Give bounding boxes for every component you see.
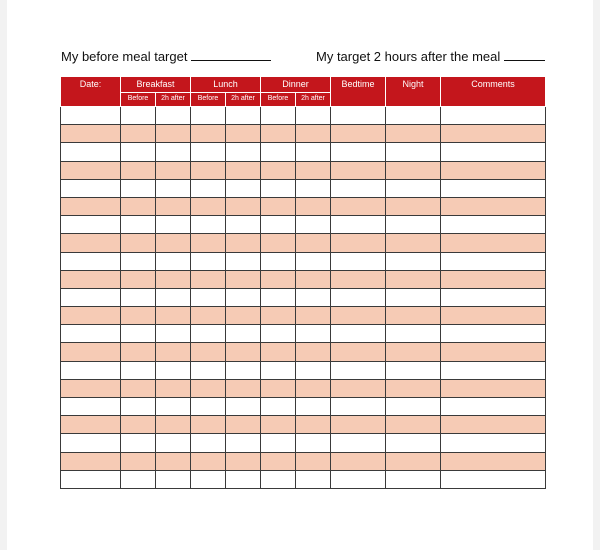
cell-breakfast-before[interactable] [121,216,156,234]
cell-lunch-after[interactable] [226,379,261,397]
cell-dinner-before[interactable] [261,252,296,270]
subheader-breakfast-after: 2h after [156,93,191,107]
cell-breakfast-before[interactable] [121,307,156,325]
cell-dinner-after[interactable] [296,398,331,416]
column-header-date: Date: [61,77,121,107]
cell-lunch-before[interactable] [191,216,226,234]
cell-bedtime[interactable] [331,434,386,452]
cell-night[interactable] [386,252,441,270]
cell-night[interactable] [386,107,441,125]
cell-bedtime[interactable] [331,470,386,488]
cell-breakfast-before[interactable] [121,416,156,434]
cell-dinner-after[interactable] [296,234,331,252]
cell-breakfast-after[interactable] [156,325,191,343]
cell-breakfast-before[interactable] [121,234,156,252]
table-row [61,343,546,361]
cell-breakfast-after[interactable] [156,452,191,470]
cell-night[interactable] [386,143,441,161]
table-row [61,288,546,306]
subheader-dinner-after: 2h after [296,93,331,107]
cell-dinner-after[interactable] [296,379,331,397]
cell-lunch-before[interactable] [191,379,226,397]
cell-dinner-before[interactable] [261,361,296,379]
cell-date[interactable] [61,216,121,234]
table-row [61,434,546,452]
cell-dinner-before[interactable] [261,125,296,143]
cell-breakfast-before[interactable] [121,434,156,452]
cell-dinner-after[interactable] [296,161,331,179]
cell-breakfast-before[interactable] [121,325,156,343]
cell-lunch-before[interactable] [191,416,226,434]
cell-comments[interactable] [441,307,546,325]
cell-dinner-before[interactable] [261,270,296,288]
cell-date[interactable] [61,179,121,197]
cell-night[interactable] [386,452,441,470]
cell-date[interactable] [61,398,121,416]
cell-dinner-before[interactable] [261,288,296,306]
cell-lunch-after[interactable] [226,179,261,197]
cell-bedtime[interactable] [331,234,386,252]
cell-breakfast-after[interactable] [156,434,191,452]
cell-dinner-after[interactable] [296,288,331,306]
table-row [61,398,546,416]
cell-breakfast-before[interactable] [121,161,156,179]
cell-lunch-before[interactable] [191,270,226,288]
cell-bedtime[interactable] [331,361,386,379]
cell-lunch-after[interactable] [226,252,261,270]
cell-breakfast-before[interactable] [121,179,156,197]
cell-breakfast-after[interactable] [156,343,191,361]
column-header-breakfast: Breakfast [121,77,191,93]
cell-lunch-before[interactable] [191,234,226,252]
cell-breakfast-before[interactable] [121,252,156,270]
cell-breakfast-after[interactable] [156,234,191,252]
cell-dinner-before[interactable] [261,325,296,343]
cell-lunch-after[interactable] [226,452,261,470]
cell-lunch-before[interactable] [191,398,226,416]
cell-bedtime[interactable] [331,343,386,361]
cell-lunch-after[interactable] [226,107,261,125]
cell-breakfast-after[interactable] [156,288,191,306]
cell-bedtime[interactable] [331,216,386,234]
cell-date[interactable] [61,361,121,379]
cell-date[interactable] [61,452,121,470]
cell-bedtime[interactable] [331,252,386,270]
column-header-comments: Comments [441,77,546,107]
cell-night[interactable] [386,398,441,416]
subheader-dinner-before: Before [261,93,296,107]
cell-bedtime[interactable] [331,161,386,179]
cell-bedtime[interactable] [331,288,386,306]
cell-lunch-after[interactable] [226,307,261,325]
cell-date[interactable] [61,434,121,452]
cell-dinner-before[interactable] [261,179,296,197]
cell-comments[interactable] [441,379,546,397]
cell-breakfast-before[interactable] [121,361,156,379]
cell-dinner-before[interactable] [261,197,296,215]
cell-dinner-after[interactable] [296,125,331,143]
cell-dinner-before[interactable] [261,470,296,488]
cell-lunch-before[interactable] [191,470,226,488]
cell-comments[interactable] [441,234,546,252]
log-sheet [7,0,593,550]
cell-lunch-after[interactable] [226,216,261,234]
cell-bedtime[interactable] [331,379,386,397]
table-row [61,197,546,215]
cell-date[interactable] [61,252,121,270]
cell-breakfast-after[interactable] [156,197,191,215]
cell-lunch-before[interactable] [191,452,226,470]
table-row [61,470,546,488]
table-row [61,379,546,397]
cell-night[interactable] [386,470,441,488]
cell-comments[interactable] [441,398,546,416]
cell-dinner-after[interactable] [296,216,331,234]
cell-breakfast-before[interactable] [121,398,156,416]
cell-night[interactable] [386,179,441,197]
targets-line [7,48,593,68]
cell-bedtime[interactable] [331,325,386,343]
table-row [61,252,546,270]
cell-dinner-after[interactable] [296,107,331,125]
cell-breakfast-after[interactable] [156,379,191,397]
cell-dinner-after[interactable] [296,361,331,379]
cell-breakfast-after[interactable] [156,398,191,416]
cell-bedtime[interactable] [331,416,386,434]
before-meal-target [61,48,271,64]
cell-bedtime[interactable] [331,179,386,197]
cell-lunch-after[interactable] [226,161,261,179]
cell-comments[interactable] [441,179,546,197]
cell-date[interactable] [61,234,121,252]
cell-breakfast-before[interactable] [121,270,156,288]
cell-breakfast-after[interactable] [156,416,191,434]
cell-breakfast-before[interactable] [121,470,156,488]
cell-breakfast-before[interactable] [121,379,156,397]
cell-dinner-after[interactable] [296,252,331,270]
cell-lunch-after[interactable] [226,470,261,488]
cell-breakfast-after[interactable] [156,125,191,143]
cell-comments[interactable] [441,216,546,234]
cell-lunch-after[interactable] [226,325,261,343]
cell-dinner-after[interactable] [296,452,331,470]
cell-lunch-after[interactable] [226,416,261,434]
after-meal-target-label: My target 2 hours after the meal [316,49,501,64]
cell-night[interactable] [386,361,441,379]
cell-dinner-after[interactable] [296,143,331,161]
cell-lunch-before[interactable] [191,125,226,143]
cell-breakfast-before[interactable] [121,125,156,143]
cell-dinner-before[interactable] [261,379,296,397]
cell-dinner-after[interactable] [296,470,331,488]
cell-dinner-after[interactable] [296,270,331,288]
cell-breakfast-after[interactable] [156,216,191,234]
cell-lunch-before[interactable] [191,307,226,325]
table-row [61,270,546,288]
cell-dinner-before[interactable] [261,452,296,470]
cell-comments[interactable] [441,252,546,270]
cell-date[interactable] [61,270,121,288]
cell-night[interactable] [386,288,441,306]
cell-bedtime[interactable] [331,125,386,143]
cell-comments[interactable] [441,343,546,361]
cell-breakfast-before[interactable] [121,197,156,215]
cell-date[interactable] [61,325,121,343]
cell-date[interactable] [61,143,121,161]
cell-dinner-before[interactable] [261,398,296,416]
cell-lunch-after[interactable] [226,398,261,416]
cell-lunch-after[interactable] [226,343,261,361]
cell-lunch-after[interactable] [226,434,261,452]
cell-comments[interactable] [441,270,546,288]
cell-comments[interactable] [441,197,546,215]
cell-lunch-before[interactable] [191,288,226,306]
cell-night[interactable] [386,379,441,397]
cell-night[interactable] [386,216,441,234]
table-row [61,452,546,470]
glucose-log-table [60,76,546,489]
cell-breakfast-before[interactable] [121,143,156,161]
cell-dinner-after[interactable] [296,343,331,361]
cell-bedtime[interactable] [331,452,386,470]
cell-night[interactable] [386,307,441,325]
table-row [61,325,546,343]
cell-breakfast-after[interactable] [156,270,191,288]
cell-dinner-before[interactable] [261,416,296,434]
cell-lunch-after[interactable] [226,143,261,161]
cell-comments[interactable] [441,125,546,143]
cell-breakfast-after[interactable] [156,179,191,197]
column-header-night: Night [386,77,441,107]
cell-dinner-before[interactable] [261,216,296,234]
column-header-dinner: Dinner [261,77,331,93]
cell-night[interactable] [386,270,441,288]
cell-bedtime[interactable] [331,107,386,125]
cell-dinner-before[interactable] [261,343,296,361]
cell-night[interactable] [386,234,441,252]
cell-lunch-before[interactable] [191,361,226,379]
cell-breakfast-after[interactable] [156,252,191,270]
cell-night[interactable] [386,125,441,143]
cell-lunch-before[interactable] [191,434,226,452]
cell-comments[interactable] [441,107,546,125]
cell-lunch-after[interactable] [226,197,261,215]
cell-lunch-before[interactable] [191,179,226,197]
cell-breakfast-before[interactable] [121,288,156,306]
table-row [61,143,546,161]
cell-bedtime[interactable] [331,270,386,288]
subheader-lunch-before: Before [191,93,226,107]
cell-breakfast-after[interactable] [156,470,191,488]
table-row [61,107,546,125]
cell-lunch-after[interactable] [226,234,261,252]
cell-breakfast-after[interactable] [156,161,191,179]
cell-lunch-after[interactable] [226,361,261,379]
table-row [61,179,546,197]
cell-lunch-before[interactable] [191,161,226,179]
before-meal-target-blank[interactable] [191,48,271,61]
cell-dinner-before[interactable] [261,234,296,252]
cell-breakfast-after[interactable] [156,143,191,161]
after-meal-target-blank[interactable] [504,48,545,61]
cell-date[interactable] [61,343,121,361]
cell-comments[interactable] [441,325,546,343]
cell-date[interactable] [61,307,121,325]
table-row [61,307,546,325]
cell-dinner-before[interactable] [261,143,296,161]
cell-night[interactable] [386,434,441,452]
cell-lunch-before[interactable] [191,325,226,343]
cell-date[interactable] [61,161,121,179]
cell-lunch-after[interactable] [226,288,261,306]
table-row [61,161,546,179]
cell-comments[interactable] [441,161,546,179]
cell-lunch-before[interactable] [191,143,226,161]
cell-lunch-after[interactable] [226,270,261,288]
cell-night[interactable] [386,325,441,343]
cell-date[interactable] [61,107,121,125]
cell-date[interactable] [61,288,121,306]
cell-dinner-after[interactable] [296,197,331,215]
cell-date[interactable] [61,416,121,434]
cell-bedtime[interactable] [331,143,386,161]
table-row [61,216,546,234]
cell-date[interactable] [61,197,121,215]
cell-dinner-before[interactable] [261,161,296,179]
cell-dinner-after[interactable] [296,434,331,452]
cell-comments[interactable] [441,434,546,452]
cell-dinner-after[interactable] [296,179,331,197]
cell-dinner-after[interactable] [296,307,331,325]
cell-dinner-before[interactable] [261,307,296,325]
cell-comments[interactable] [441,288,546,306]
cell-date[interactable] [61,125,121,143]
cell-lunch-after[interactable] [226,125,261,143]
cell-lunch-before[interactable] [191,252,226,270]
column-header-lunch: Lunch [191,77,261,93]
table-row [61,361,546,379]
cell-date[interactable] [61,470,121,488]
after-meal-target [316,48,545,64]
cell-date[interactable] [61,379,121,397]
cell-breakfast-before[interactable] [121,452,156,470]
log-rows [61,107,546,489]
cell-dinner-before[interactable] [261,434,296,452]
cell-night[interactable] [386,197,441,215]
cell-breakfast-after[interactable] [156,361,191,379]
before-meal-target-label: My before meal target [61,49,188,64]
cell-comments[interactable] [441,470,546,488]
subheader-lunch-after: 2h after [226,93,261,107]
cell-dinner-before[interactable] [261,107,296,125]
table-row [61,416,546,434]
table-row [61,125,546,143]
cell-comments[interactable] [441,452,546,470]
column-header-bedtime: Bedtime [331,77,386,107]
table-row [61,234,546,252]
cell-dinner-after[interactable] [296,416,331,434]
subheader-breakfast-before: Before [121,93,156,107]
cell-breakfast-after[interactable] [156,107,191,125]
cell-night[interactable] [386,343,441,361]
cell-breakfast-after[interactable] [156,307,191,325]
cell-lunch-before[interactable] [191,107,226,125]
cell-lunch-before[interactable] [191,197,226,215]
cell-night[interactable] [386,416,441,434]
cell-comments[interactable] [441,143,546,161]
cell-comments[interactable] [441,361,546,379]
cell-dinner-after[interactable] [296,325,331,343]
cell-lunch-before[interactable] [191,343,226,361]
cell-night[interactable] [386,161,441,179]
cell-breakfast-before[interactable] [121,343,156,361]
cell-bedtime[interactable] [331,398,386,416]
cell-breakfast-before[interactable] [121,107,156,125]
cell-bedtime[interactable] [331,197,386,215]
cell-comments[interactable] [441,416,546,434]
cell-bedtime[interactable] [331,307,386,325]
